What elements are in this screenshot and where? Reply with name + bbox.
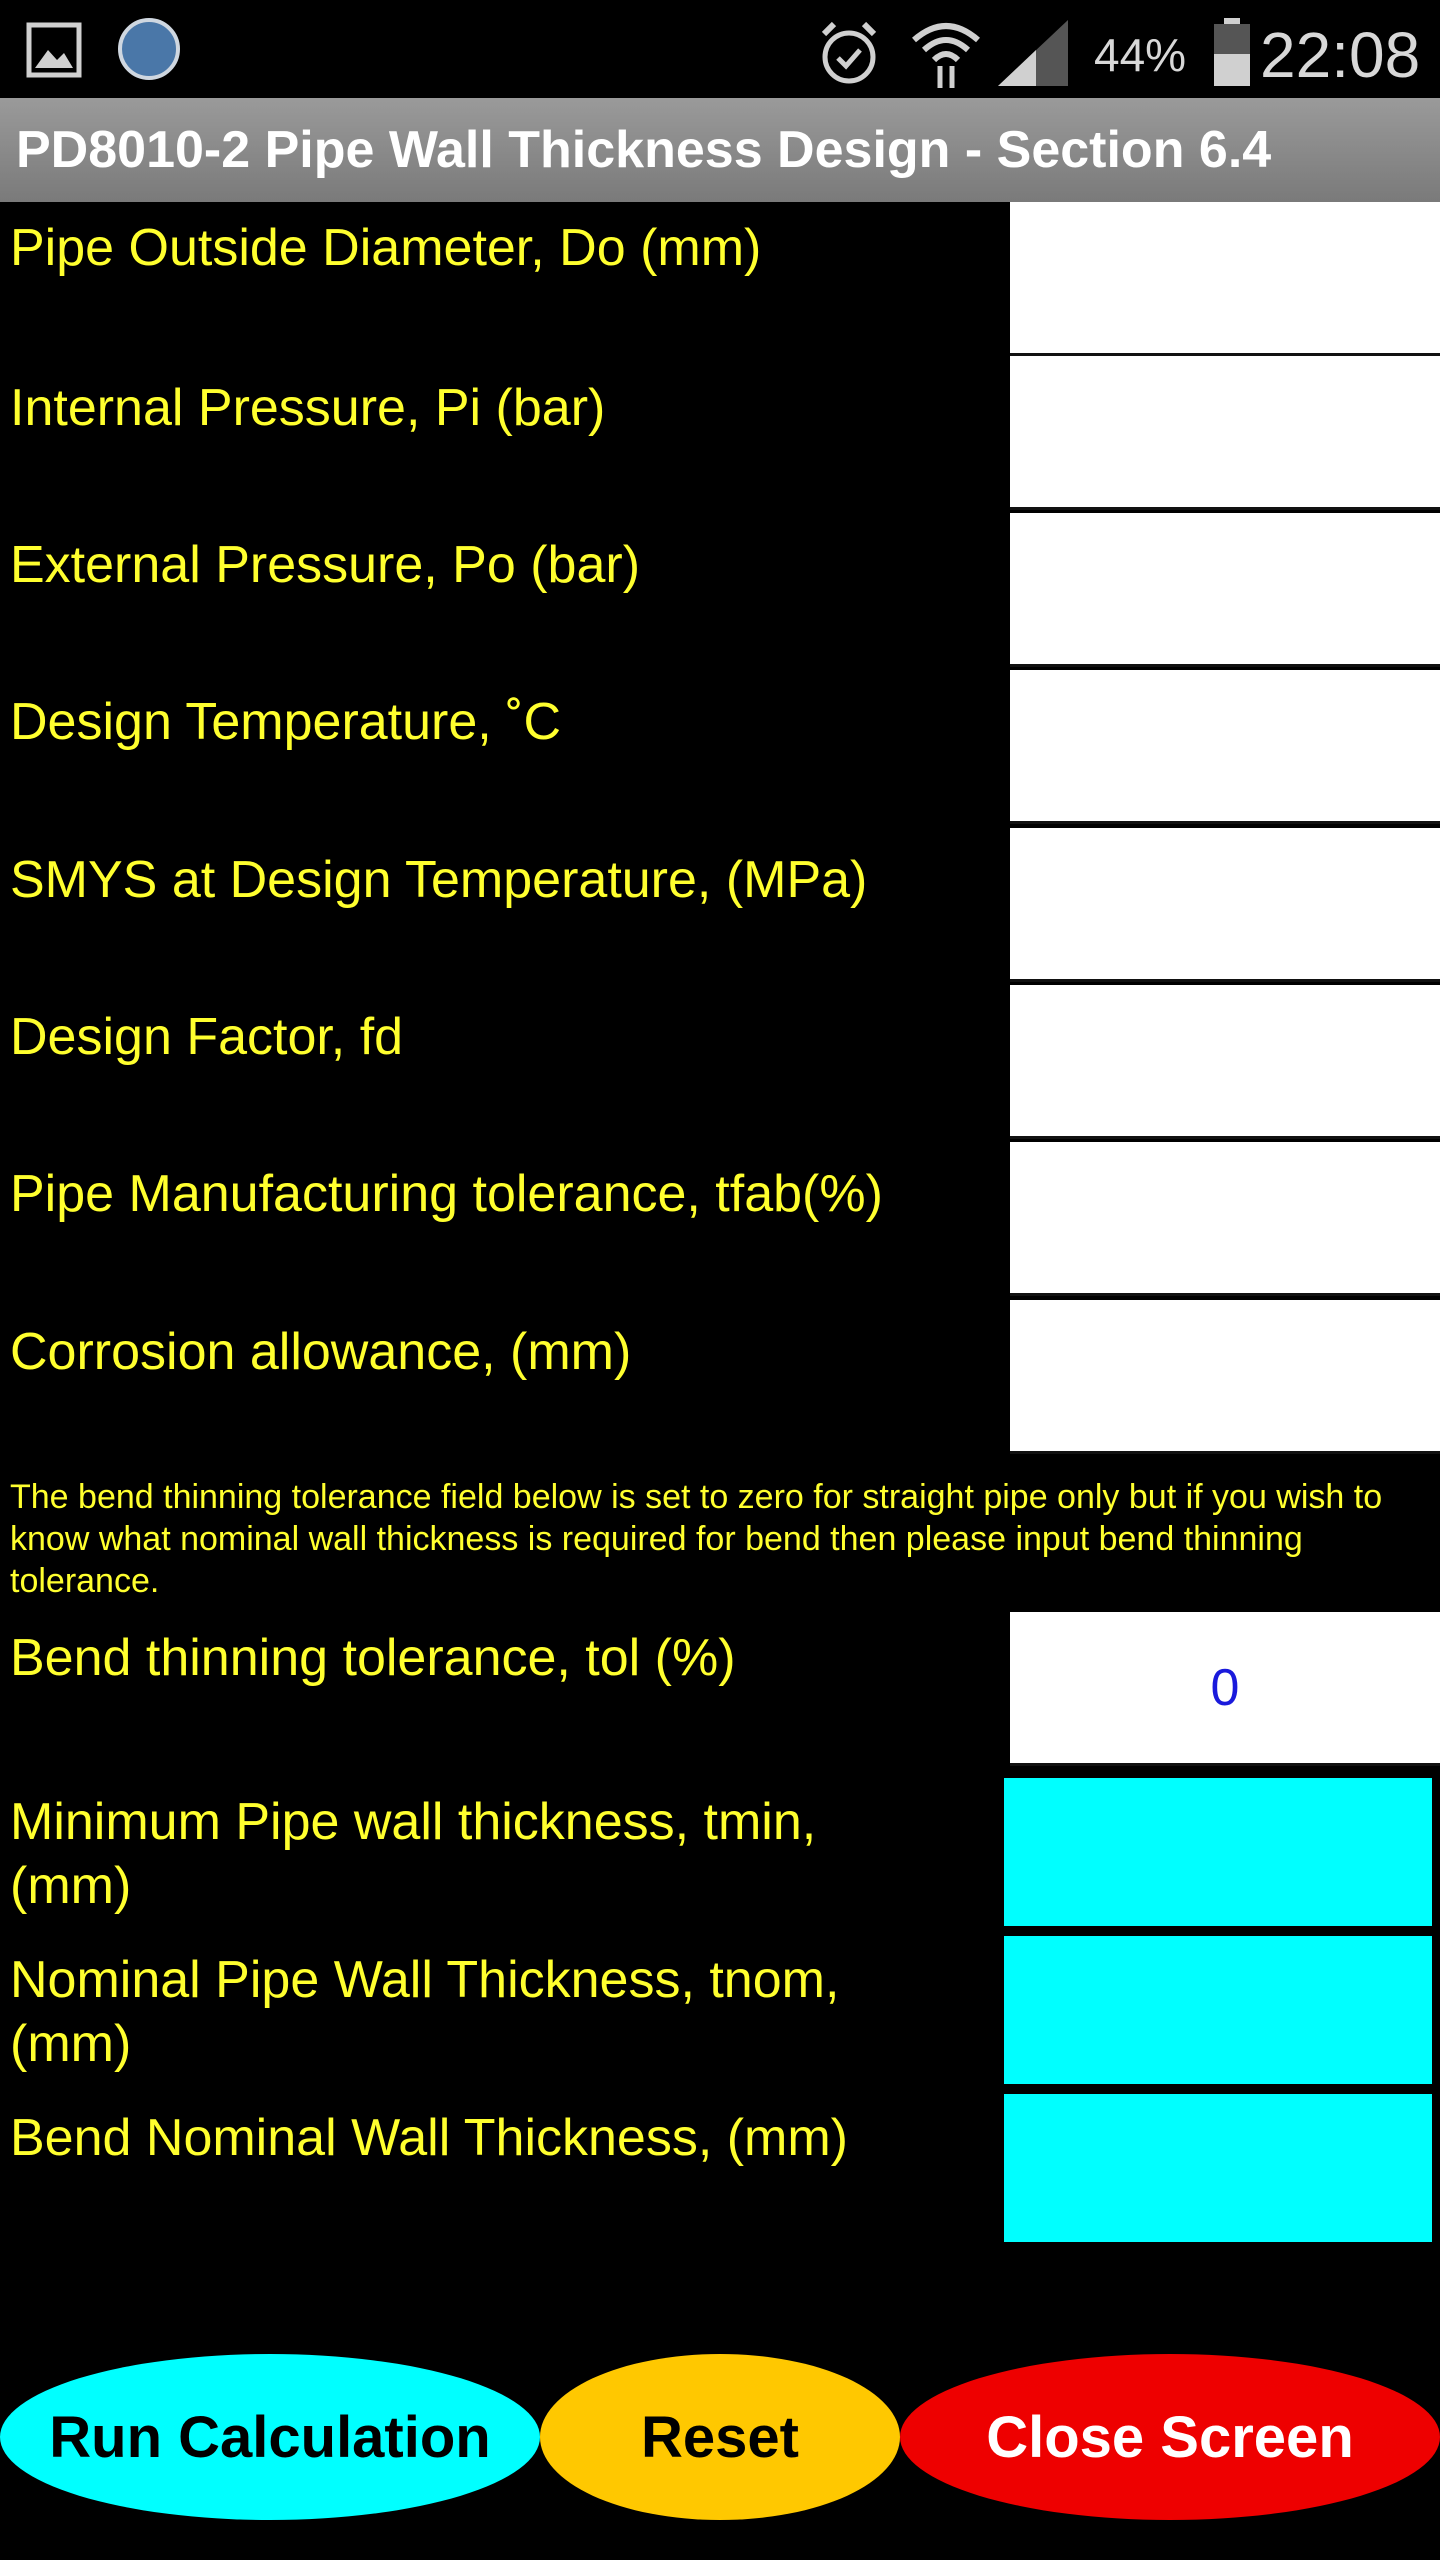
result-label: Bend Nominal Wall Thickness, (mm) [10, 2109, 848, 2167]
gallery-icon [26, 22, 82, 83]
run-calculation-button[interactable]: Run Calculation [0, 2354, 540, 2520]
tnom-result [1004, 1936, 1432, 2084]
field-label: Pipe Manufacturing tolerance, tfab(%) [10, 1165, 883, 1223]
reset-button[interactable]: Reset [540, 2354, 900, 2520]
internal-pressure-input[interactable] [1010, 356, 1440, 510]
field-label: Design Factor, fd [10, 1008, 404, 1066]
outside-diameter-input[interactable] [1010, 202, 1440, 356]
field-label: Pipe Outside Diameter, Do (mm) [10, 219, 762, 277]
result-label: Nominal Pipe Wall Thickness, tnom, (mm) [10, 1951, 840, 2073]
field-label: Bend thinning tolerance, tol (%) [10, 1629, 736, 1687]
bend-note: The bend thinning tolerance field below is set to zero for straight pipe only but if you wish to know what nominal wall thickness is required for bend then please input bend thinning tolerance. [10, 1478, 1383, 1600]
field-label: External Pressure, Po (bar) [10, 536, 641, 594]
signal-icon [998, 20, 1068, 91]
title-bar [0, 98, 1440, 202]
field-label: Design Temperature, ˚C [10, 693, 562, 751]
status-time: 22:08 [1260, 19, 1421, 91]
field-label: Internal Pressure, Pi (bar) [10, 379, 606, 437]
result-label: Minimum Pipe wall thickness, tmin, (mm) [10, 1793, 817, 1915]
bend-nominal-result [1004, 2094, 1432, 2242]
alarm-icon [818, 20, 880, 91]
battery-icon [1212, 18, 1252, 93]
design-temperature-input[interactable] [1010, 670, 1440, 824]
design-factor-input[interactable] [1010, 985, 1440, 1139]
corrosion-allowance-input[interactable] [1010, 1300, 1440, 1454]
smys-input[interactable] [1010, 828, 1440, 982]
tmin-result [1004, 1778, 1432, 1926]
app-circle-icon [118, 18, 180, 80]
status-bar [0, 0, 1440, 98]
battery-percent: 44% [1094, 29, 1187, 81]
close-screen-button[interactable]: Close Screen [900, 2354, 1440, 2520]
wifi-icon [910, 16, 982, 95]
external-pressure-input[interactable] [1010, 513, 1440, 667]
page-title: PD8010-2 Pipe Wall Thickness Design - Section 6.4 [16, 121, 1272, 179]
manufacturing-tolerance-input[interactable] [1010, 1142, 1440, 1296]
bend-tolerance-input[interactable] [1010, 1612, 1440, 1766]
field-label: Corrosion allowance, (mm) [10, 1323, 632, 1381]
field-label: SMYS at Design Temperature, (MPa) [10, 851, 868, 909]
